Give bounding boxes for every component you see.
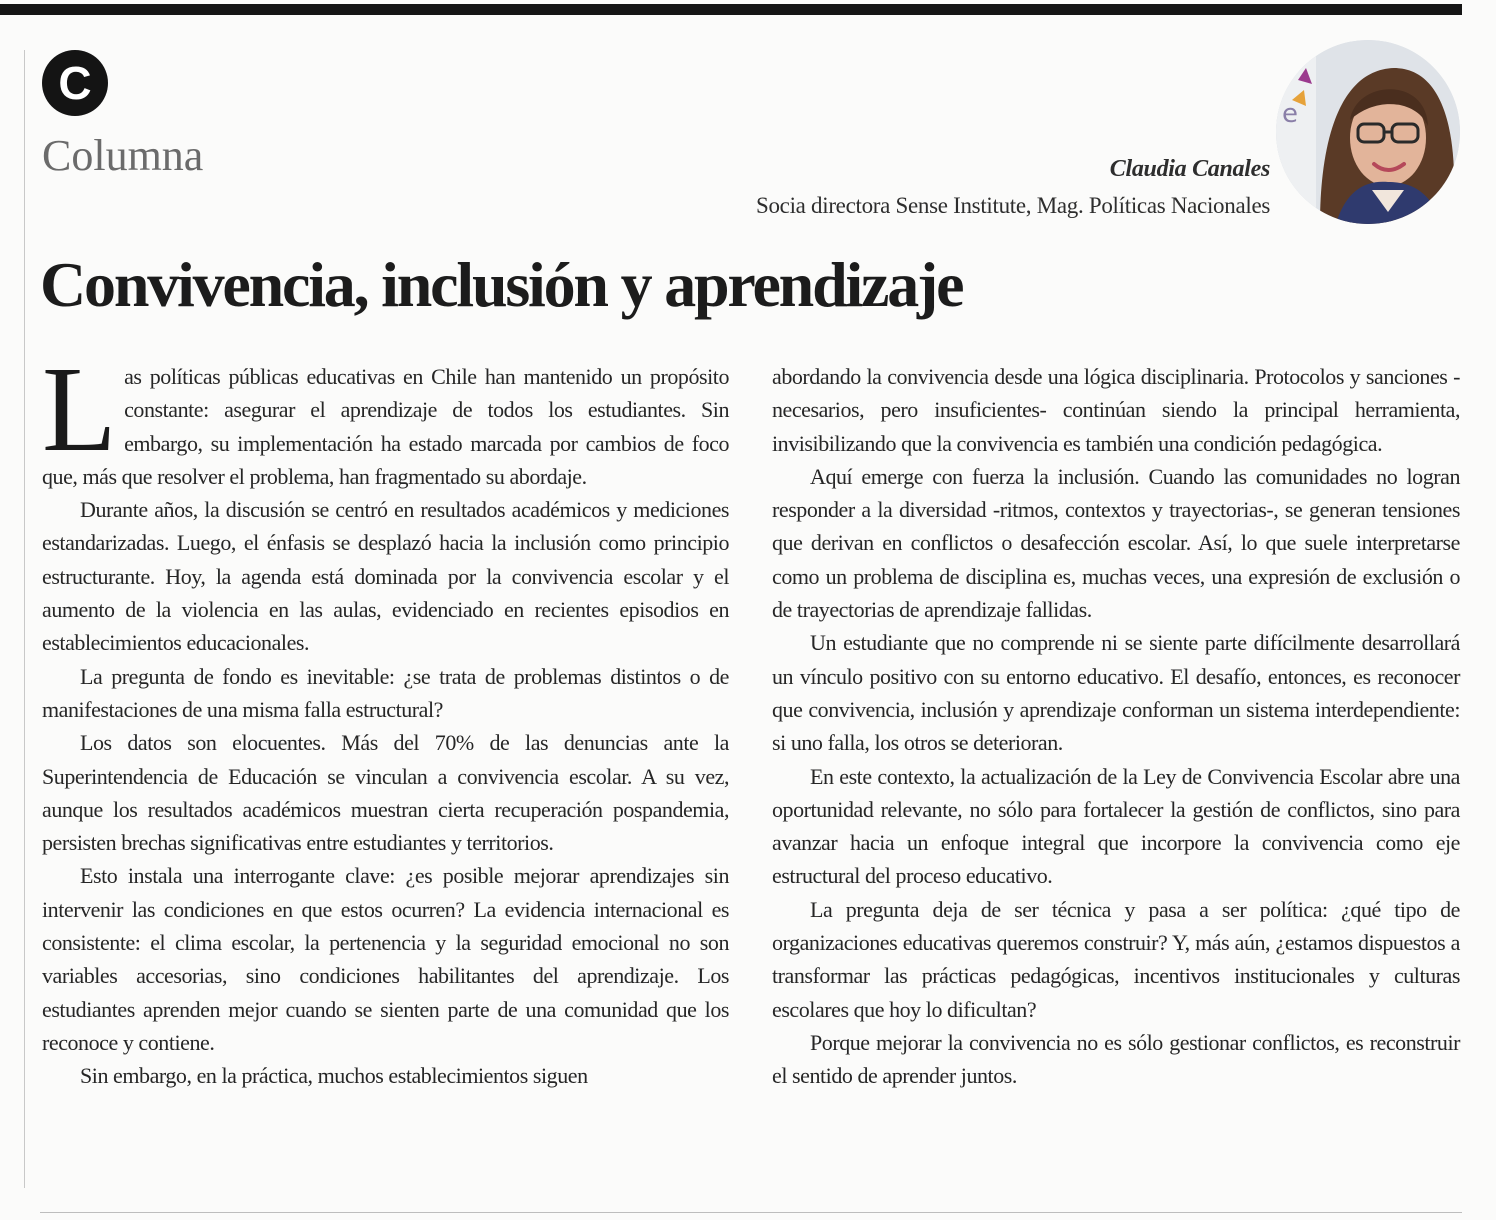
article-paragraph: La pregunta deja de ser técnica y pasa a ser política: ¿qué tipo de organizaciones educativas queremos construir? Y, más aún, ¿estamos dispuestos a transformar las prácticas pedagógicas, incentivos institucionales y culturas escolares que hoy lo dificultan? (772, 896, 1460, 1022)
article-paragraph: Aquí emerge con fuerza la inclusión. Cuando las comunidades no logran responder a la diversidad -ritmos, contextos y trayectorias-, se generan tensiones que derivan en conflictos o desafección escolar. Así, lo que suele interpretarse como un problema de disciplina es, muchas veces, una expresión de exclusión o de trayectorias de aprendizaje fallidas. (772, 463, 1460, 623)
top-rule (0, 4, 1462, 15)
article-paragraph: Durante años, la discusión se centró en resultados académicos y mediciones estandarizadas. Luego, el énfasis se desplazó hacia la inclusión como principio estructurante. Hoy, la agenda está dominada por la convivencia escolar y el aumento de la violencia en las aulas, evidenciado en recientes episodios en establecimientos educacionales. (42, 497, 729, 656)
bottom-rule (40, 1212, 1462, 1213)
article-paragraph: Esto instala una interrogante clave: ¿es posible mejorar aprendizajes sin intervenir las condiciones en que estos ocurren? La evidencia internacional es consistente: el clima escolar, la pertenencia y la seguridad emocional no son variables accesorias, sino condiciones habilitantes del aprendizaje. Los estudiantes aprenden mejor cuando se sienten parte de una comunidad que los reconoce y contiene. (42, 863, 729, 1055)
drop-cap: L (42, 342, 117, 477)
article-paragraph: Los datos son elocuentes. Más del 70% de las denuncias ante la Superintendencia de Educación se vinculan a convivencia escolar. A su vez, aunque los resultados académicos muestran cierta recuperación pospandemia, persisten brechas significativas entre estudiantes y territorios. (42, 730, 729, 856)
author-title: Socia directora Sense Institute, Mag. Políticas Nacionales (755, 193, 1270, 218)
article-paragraph: Las políticas públicas educativas en Chile han mantenido un propósito constante: asegurar el aprendizaje de todos los estudiantes. Sin embargo, su implementación ha estado marcada por cambios de foco que, más que resolver el problema, han fragmentado su abordaje. (42, 342, 729, 489)
article-paragraph: Un estudiante que no comprende ni se siente parte difícilmente desarrollará un vínculo positivo con su entorno educativo. El desafío, entonces, es reconocer que convivencia, inclusión y aprendizaje conforman un sistema interdependiente: si uno falla, los otros se deterioran. (772, 630, 1460, 756)
article-paragraph: La pregunta de fondo es inevitable: ¿se trata de problemas distintos o de manifestaciones de una misma falla estructural? (42, 663, 729, 722)
article-headline: Convivencia, inclusión y aprendizaje (40, 249, 963, 320)
svg-text:e: e (1282, 99, 1298, 129)
article-column-left (42, 342, 729, 1093)
section-badge: C (42, 50, 108, 116)
section-label: Columna (42, 131, 204, 180)
article-column-right (772, 360, 1460, 1093)
article-paragraph: Sin embargo, en la práctica, muchos establecimientos siguen (80, 1063, 588, 1089)
article-paragraph: abordando la convivencia desde una lógica disciplinaria. Protocolos y sanciones -necesarios, pero insuficientes- continúan siendo la principal herramienta, invisibilizando que la convivencia es también una condición pedagógica. (772, 364, 1460, 456)
article-paragraph: Porque mejorar la convivencia no es sólo gestionar conflictos, es reconstruir el sentido de aprender juntos. (772, 1029, 1460, 1089)
author-name: Claudia Canales (1109, 156, 1270, 182)
article-paragraph: En este contexto, la actualización de la Ley de Convivencia Escolar abre una oportunidad relevante, no sólo para fortalecer la gestión de conflictos, sino para avanzar hacia un enfoque integral que incorpore la convivencia como eje estructural del proceso educativo. (772, 763, 1460, 889)
author-portrait-icon (1276, 40, 1460, 224)
left-margin-rule (24, 50, 25, 1188)
